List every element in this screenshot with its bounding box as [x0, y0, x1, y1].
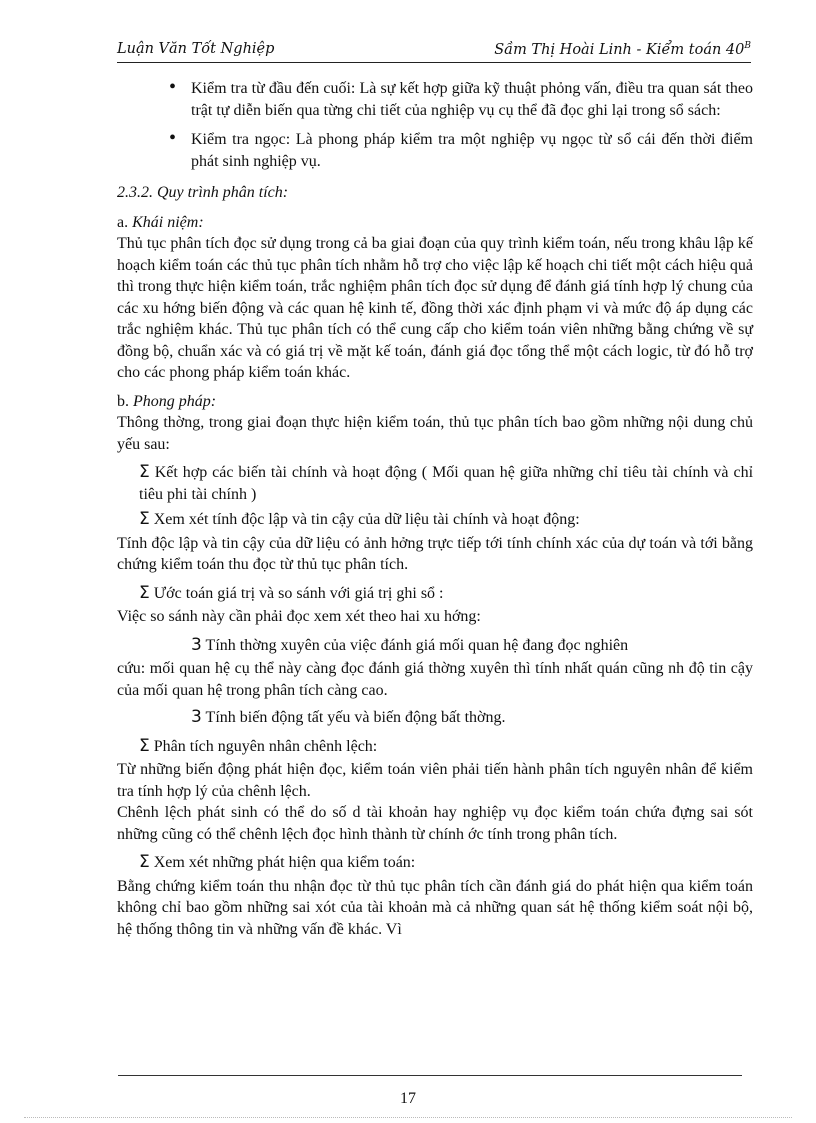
subsection-a-paragraph: Thủ tục phân tích đọc sử dụng trong cả ba giai đoạn của quy trình kiểm toán, nếu trong khâu lập kế hoạch kiểm toán các thủ tục phân tích nhằm hỗ trợ cho việc lập kế hoạch chi tiết một cách hiệu quả thì trong thực hiện kiểm toán, trắc nghiệm phân tích đọc sử dụng để đánh giá tính hợp lý chung của các xu hớng biến động và các quan hệ kinh tế, đồng thời xác định phạm vi và mức độ áp dụng các trắc nghiệm khác. Thủ tục phân tích có thể cung cấp cho kiểm toán viên những bằng chứng về sự đồng bộ, chuẩn xác và có giá trị về mặt kế toán, đánh giá đọc tổng thể một cách logic, từ đó hỗ trợ cho các phong pháp kiểm toán khác. [117, 235, 753, 381]
sigma-item-4 [117, 736, 753, 758]
subsection-b-heading: Phong pháp: [133, 392, 217, 410]
header-author [494, 41, 751, 58]
sigma-item-2 [117, 509, 753, 531]
subsection-a-title [117, 212, 753, 234]
bullet-list [117, 78, 753, 172]
sigma-item-4-paragraph-1: Từ những biến động phát hiện đọc, kiểm toán viên phải tiến hành phân tích nguyên nhân để kiểm tra tính hợp lý của chênh lệch. [117, 761, 753, 800]
sigma-item-text: Xem xét tính độc lập và tin cậy của dữ liệu tài chính và hoạt động: [153, 511, 580, 528]
footer-divider [118, 1075, 742, 1076]
trend-item-1-continuation: cứu: mối quan hệ cụ thể này càng đọc đánh giá thờng xuyên thì tính nhất quán cũng nh độ tin cậy của mối quan hệ trong phân tích càng cao. [117, 660, 753, 699]
trend-item-2 [117, 707, 753, 729]
sigma-item-text: Ước toán giá trị và so sánh với giá trị ghi sổ : [153, 584, 444, 602]
subsection-b-label: b. [117, 392, 129, 410]
bullet-item: • Kiểm tra ngọc: Là phong pháp kiểm tra một nghiệp vụ ngọc từ sổ cái đến thời điểm phát sinh nghiệp vụ. [191, 129, 753, 172]
header-author-sup: B [744, 41, 751, 51]
page-number: 17 [400, 1090, 416, 1107]
page-body [117, 78, 753, 947]
header-author-text: Sầm Thị Hoài Linh - Kiểm toán 40 [494, 41, 745, 58]
subsection-b-title [117, 391, 753, 413]
section-title: 2.3.2. Quy trình phân tích: [117, 184, 289, 201]
sigma-item-3 [117, 583, 753, 605]
sigma-symbol: Σ [139, 509, 150, 529]
sigma-item-5 [117, 852, 753, 874]
trend-item-1 [117, 635, 753, 657]
sigma-item-2-paragraph: Tính độc lập và tin cậy của dữ liệu có ảnh hởng trực tiếp tới tính chính xác của dự toán và tới bằng chứng kiểm toán thu đọc từ thủ tục phân tích. [117, 534, 753, 573]
sigma-symbol: Σ [139, 852, 150, 872]
trend-item-text: Tính biến động tất yếu và biến động bất thờng. [205, 709, 506, 726]
sigma-item-1 [117, 462, 753, 505]
subsection-a-label: a. [117, 213, 129, 231]
sigma-symbol: Σ [139, 582, 150, 603]
three-symbol: 3 [191, 707, 202, 727]
sigma-symbol: Σ [139, 735, 150, 756]
trend-item-text: Tính thờng xuyên của việc đánh giá mối quan hệ đang đọc nghiên [205, 636, 629, 654]
subsection-b-intro: Thông thờng, trong giai đoạn thực hiện kiểm toán, thủ tục phân tích bao gồm những nội dung chủ yếu sau: [117, 414, 753, 453]
page-bottom-border [24, 1117, 792, 1118]
sigma-symbol: Σ [139, 462, 150, 482]
sigma-item-text: Xem xét những phát hiện qua kiểm toán: [153, 854, 416, 871]
three-symbol: 3 [191, 634, 202, 655]
sigma-item-text: Phân tích nguyên nhân chênh lệch: [153, 737, 378, 755]
sigma-item-3-paragraph: Việc so sánh này cần phải đọc xem xét theo hai xu hớng: [117, 608, 481, 625]
sigma-item-4-paragraph-2: Chênh lệch phát sinh có thể do số d tài khoản hay nghiệp vụ đọc kiểm toán chứa đựng sai sót những cũng có thể chênh lệch đọc hình thành từ chính ớc tính trong phân tích. [117, 804, 753, 843]
sigma-item-text: Kết hợp các biến tài chính và hoạt động ( Mối quan hệ giữa những chỉ tiêu tài chính và chỉ tiêu phi tài chính ) [139, 464, 754, 503]
sigma-item-5-paragraph: Bằng chứng kiểm toán thu nhận đọc từ thủ tục phân tích cần đánh giá do phát hiện qua kiểm toán không chỉ bao gồm những sai xót của tài khoản mà cả những quan sát hệ thống kiểm soát nội bộ, hệ thống thông tin và những vấn đề khác. Vì [117, 877, 753, 938]
bullet-item: • Kiểm tra từ đầu đến cuối: Là sự kết hợp giữa kỹ thuật phỏng vấn, điều tra quan sát theo trật tự diễn biến qua từng chi tiết của nghiệp vụ cụ thể đã đọc ghi lại trong sổ sách: [191, 78, 753, 121]
page-header [117, 38, 751, 63]
header-thesis-title: Luận Văn Tốt Nghiệp [117, 41, 275, 57]
subsection-a-heading: Khái niệm: [132, 213, 204, 231]
